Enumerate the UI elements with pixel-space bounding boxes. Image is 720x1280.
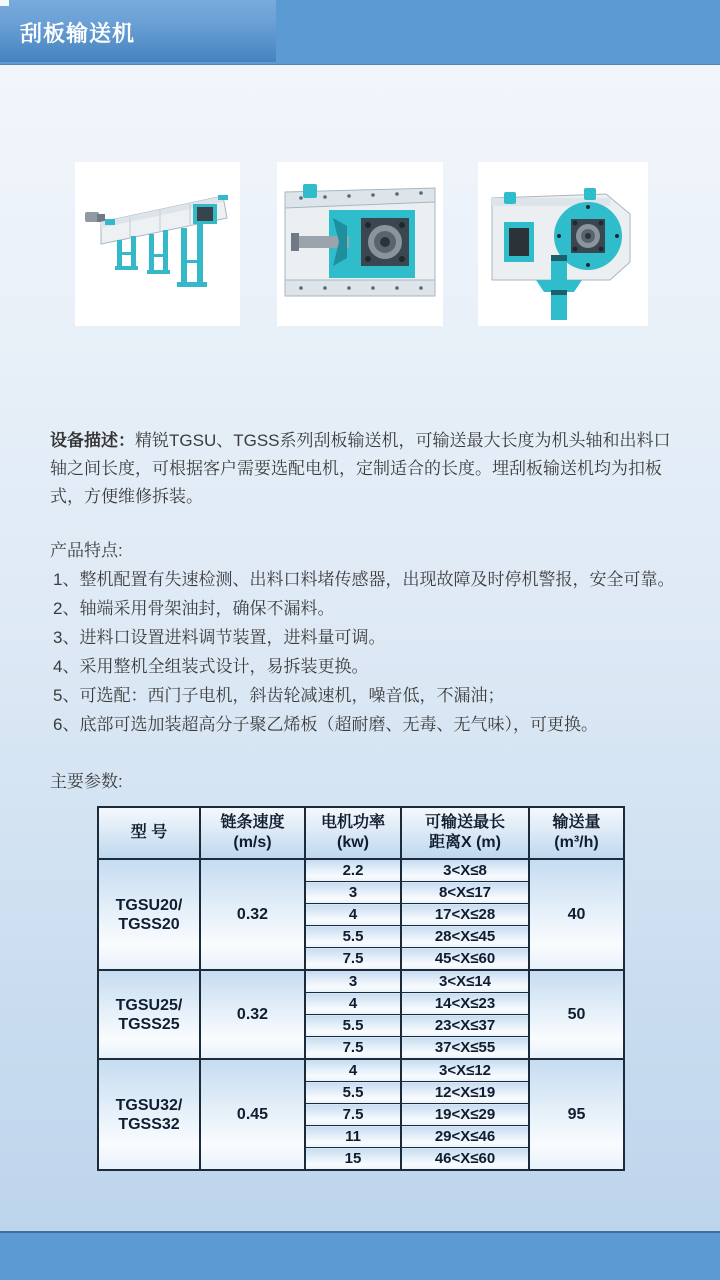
trough-closeup-illustration (277, 162, 443, 326)
col-header-max-distance: 可输送最长 距离X (m) (401, 807, 529, 859)
distance-cell: 29<X≤46 (401, 1126, 529, 1148)
distance-cell: 8<X≤17 (401, 882, 529, 904)
header-corner-chip (0, 0, 9, 6)
power-cell: 4 (305, 993, 401, 1015)
power-cell: 7.5 (305, 1037, 401, 1060)
power-cell: 5.5 (305, 1015, 401, 1037)
parameters-title: 主要参数: (50, 772, 123, 791)
col-header-capacity: 输送量 (m³/h) (529, 807, 624, 859)
feature-item: 2、轴端采用骨架油封，确保不漏料。 (53, 599, 335, 618)
power-cell: 3 (305, 882, 401, 904)
description-label: 设备描述： (50, 431, 135, 450)
conveyor-overview-illustration (75, 162, 240, 326)
distance-cell: 3<X≤14 (401, 970, 529, 993)
distance-cell: 3<X≤12 (401, 1059, 529, 1082)
product-photo-trough-closeup[interactable] (277, 162, 443, 326)
table-header-row (98, 807, 624, 859)
power-cell: 15 (305, 1148, 401, 1171)
description-text: 精锐TGSU、TGSS系列刮板输送机，可输送最大长度为机头轴和出料口轴之间长度，可根据客户需要选配电机，定制适合的长度。埋刮板输送机均为扣板式，方便维修拆装。 (50, 431, 671, 506)
power-cell: 5.5 (305, 1082, 401, 1104)
distance-cell: 37<X≤55 (401, 1037, 529, 1060)
table-row (98, 859, 624, 882)
features-title: 产品特点: (50, 541, 123, 560)
distance-cell: 12<X≤19 (401, 1082, 529, 1104)
power-cell: 4 (305, 1059, 401, 1082)
footer-band (0, 1231, 720, 1280)
feature-item: 4、采用整机全组装式设计，易拆装更换。 (53, 657, 369, 676)
model-cell: TGSU32/ TGSS32 (98, 1059, 200, 1170)
capacity-cell: 50 (529, 970, 624, 1059)
power-cell: 4 (305, 904, 401, 926)
col-header-model: 型 号 (98, 807, 200, 859)
distance-cell: 3<X≤8 (401, 859, 529, 882)
power-cell: 7.5 (305, 948, 401, 971)
distance-cell: 28<X≤45 (401, 926, 529, 948)
speed-cell: 0.32 (200, 970, 305, 1059)
distance-cell: 19<X≤29 (401, 1104, 529, 1126)
feature-item: 3、进料口设置进料调节装置，进料量可调。 (53, 628, 386, 647)
parameters-table (97, 806, 625, 1171)
feature-item: 5、可选配：西门子电机，斜齿轮减速机，噪音低，不漏油； (53, 686, 505, 705)
model-cell: TGSU20/ TGSS20 (98, 859, 200, 970)
head-section-illustration (478, 162, 648, 326)
distance-cell: 14<X≤23 (401, 993, 529, 1015)
product-photo-head-section[interactable] (478, 162, 648, 326)
capacity-cell: 95 (529, 1059, 624, 1170)
table-row (98, 1059, 624, 1082)
capacity-cell: 40 (529, 859, 624, 970)
product-photo-conveyor-overview[interactable] (75, 162, 240, 326)
speed-cell: 0.32 (200, 859, 305, 970)
table-row (98, 970, 624, 993)
feature-item: 1、整机配置有失速检测、出料口料堵传感器，出现故障及时停机警报，安全可靠。 (53, 570, 675, 589)
distance-cell: 17<X≤28 (401, 904, 529, 926)
distance-cell: 45<X≤60 (401, 948, 529, 971)
device-description (50, 427, 676, 511)
power-cell: 5.5 (305, 926, 401, 948)
distance-cell: 23<X≤37 (401, 1015, 529, 1037)
col-header-chain-speed: 链条速度 (m/s) (200, 807, 305, 859)
model-cell: TGSU25/ TGSS25 (98, 970, 200, 1059)
speed-cell: 0.45 (200, 1059, 305, 1170)
power-cell: 11 (305, 1126, 401, 1148)
power-cell: 3 (305, 970, 401, 993)
power-cell: 2.2 (305, 859, 401, 882)
power-cell: 7.5 (305, 1104, 401, 1126)
distance-cell: 46<X≤60 (401, 1148, 529, 1171)
page-title: 刮板输送机 (20, 21, 136, 46)
feature-list (53, 565, 693, 739)
col-header-motor-power: 电机功率 (kw) (305, 807, 401, 859)
feature-item: 6、底部可选加装超高分子聚乙烯板（超耐磨、无毒、无气味），可更换。 (53, 715, 598, 734)
